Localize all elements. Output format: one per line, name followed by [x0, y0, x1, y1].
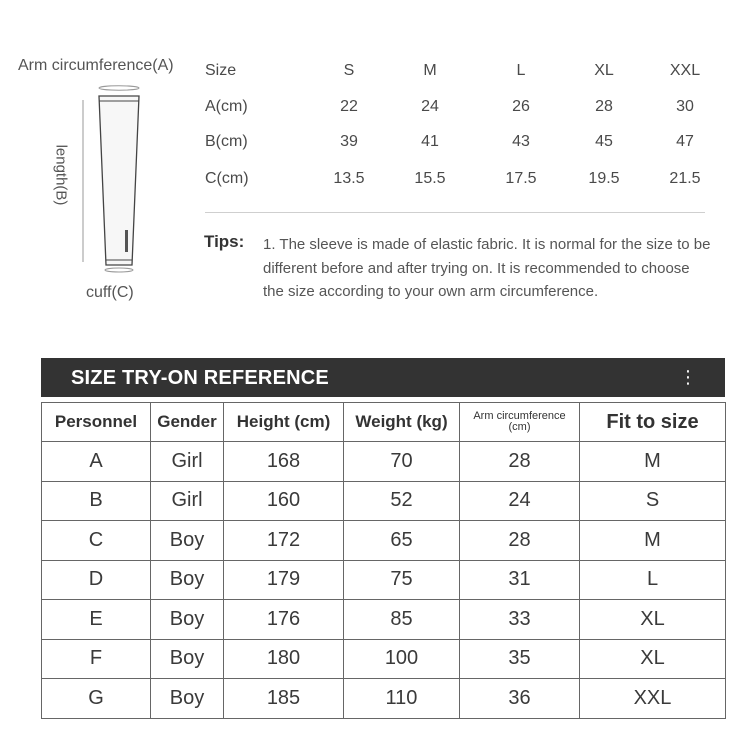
- height-cell: 168: [224, 442, 344, 482]
- tips-label: Tips:: [204, 232, 245, 251]
- fit-cell: XL: [580, 600, 726, 640]
- column-header-arm-circumference: [460, 403, 580, 442]
- size-xxl: XXL: [669, 62, 701, 79]
- table-row: [42, 442, 726, 482]
- size-header-label: Size: [205, 62, 237, 79]
- weight-cell: 110: [344, 679, 460, 719]
- fit-cell: XL: [580, 639, 726, 679]
- arm-cell: 24: [460, 481, 580, 521]
- length-label: length(B): [52, 144, 70, 206]
- gender-cell: Boy: [151, 600, 224, 640]
- arm-cell: 31: [460, 560, 580, 600]
- sleeve-body: [99, 96, 139, 265]
- size-cell: 47: [676, 133, 694, 150]
- column-header-height: Height (cm): [224, 403, 344, 442]
- fit-cell: M: [580, 521, 726, 561]
- weight-cell: 65: [344, 521, 460, 561]
- column-header-weight: Weight (kg): [344, 403, 460, 442]
- weight-cell: 70: [344, 442, 460, 482]
- weight-cell: 85: [344, 600, 460, 640]
- size-l: L: [516, 62, 526, 79]
- more-options-icon[interactable]: ⋮: [679, 367, 697, 387]
- height-cell: 160: [224, 481, 344, 521]
- size-cell: 45: [595, 133, 613, 150]
- table-row: [42, 560, 726, 600]
- personnel-cell: D: [42, 560, 151, 600]
- arm-cell: 36: [460, 679, 580, 719]
- column-header-fit: Fit to size: [580, 403, 726, 442]
- size-cell: 41: [421, 133, 439, 150]
- personnel-cell: C: [42, 521, 151, 561]
- gender-cell: Boy: [151, 521, 224, 561]
- fit-cell: L: [580, 560, 726, 600]
- size-cell: 43: [512, 133, 530, 150]
- size-table-divider: [205, 212, 705, 213]
- size-cell: 26: [512, 98, 530, 115]
- size-s: S: [343, 62, 355, 79]
- table-row: [42, 639, 726, 679]
- personnel-cell: F: [42, 639, 151, 679]
- gender-cell: Boy: [151, 560, 224, 600]
- height-cell: 180: [224, 639, 344, 679]
- height-cell: 172: [224, 521, 344, 561]
- personnel-cell: G: [42, 679, 151, 719]
- cuff-ellipse: [105, 268, 133, 272]
- size-cell: 39: [340, 133, 358, 150]
- size-cell: 30: [676, 98, 694, 115]
- column-header-gender: Gender: [151, 403, 224, 442]
- height-cell: 185: [224, 679, 344, 719]
- row-label-a: A(cm): [205, 98, 248, 115]
- arm-circumference-ellipse: [99, 86, 139, 90]
- weight-cell: 52: [344, 481, 460, 521]
- weight-cell: 100: [344, 639, 460, 679]
- row-label-b: B(cm): [205, 133, 248, 150]
- table-row: [42, 521, 726, 561]
- size-cell: 13.5: [333, 170, 365, 187]
- size-xl: XL: [594, 62, 614, 79]
- gender-cell: Girl: [151, 481, 224, 521]
- size-cell: 24: [421, 98, 439, 115]
- size-cell: 28: [595, 98, 613, 115]
- row-label-c: C(cm): [205, 170, 249, 187]
- arm-cell: 28: [460, 442, 580, 482]
- size-m: M: [423, 62, 437, 79]
- height-cell: 179: [224, 560, 344, 600]
- reference-title: SIZE TRY-ON REFERENCE: [71, 367, 329, 389]
- size-cell: 19.5: [588, 170, 620, 187]
- size-cell: 15.5: [414, 170, 446, 187]
- column-header-personnel: Personnel: [42, 403, 151, 442]
- weight-cell: 75: [344, 560, 460, 600]
- arm-sleeve-illustration: [80, 80, 160, 280]
- cuff-label: cuff(C): [86, 284, 134, 301]
- gender-cell: Girl: [151, 442, 224, 482]
- sleeve-brand-strip: [125, 230, 128, 252]
- arm-cell: 35: [460, 639, 580, 679]
- arm-circumference-unit: (cm): [508, 421, 531, 433]
- arm-circumference-heading: Arm circumference: [473, 410, 566, 422]
- table-header-row: [42, 403, 726, 442]
- arm-cell: 33: [460, 600, 580, 640]
- table-row: [42, 600, 726, 640]
- gender-cell: Boy: [151, 639, 224, 679]
- personnel-cell: E: [42, 600, 151, 640]
- table-row: [42, 481, 726, 521]
- reference-header-bar: [41, 358, 725, 397]
- tips-text: 1. The sleeve is made of elastic fabric. It is normal for the size to be different before and after trying on. It is recommended to choose the size according to your own arm circumference.: [263, 236, 711, 300]
- fit-cell: M: [580, 442, 726, 482]
- fit-cell: XXL: [580, 679, 726, 719]
- arm-circumference-label: Arm circumference(A): [18, 57, 174, 74]
- size-cell: 17.5: [505, 170, 537, 187]
- size-cell: 21.5: [669, 170, 701, 187]
- personnel-cell: A: [42, 442, 151, 482]
- fit-cell: S: [580, 481, 726, 521]
- height-cell: 176: [224, 600, 344, 640]
- size-cell: 22: [340, 98, 358, 115]
- table-row: [42, 679, 726, 719]
- try-on-reference-table: [41, 402, 726, 719]
- personnel-cell: B: [42, 481, 151, 521]
- arm-cell: 28: [460, 521, 580, 561]
- gender-cell: Boy: [151, 679, 224, 719]
